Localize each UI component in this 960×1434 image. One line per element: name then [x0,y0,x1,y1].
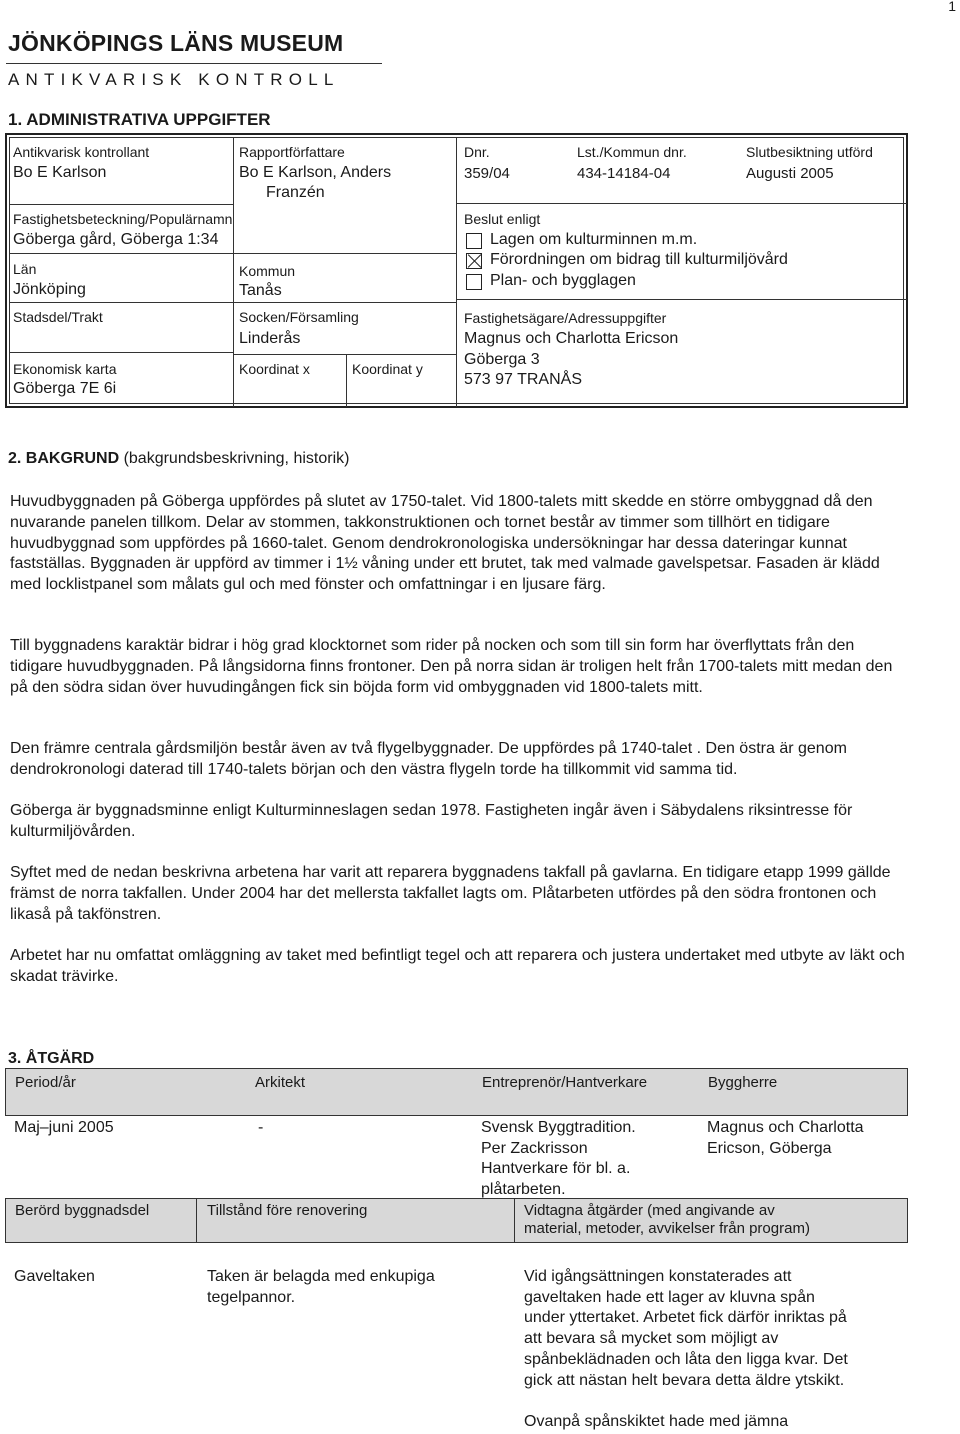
section-2-heading-bold: 2. BAKGRUND [8,450,120,467]
atgarder-line-2: gaveltaken hade ett lager av kluvna spån [524,1288,815,1306]
atgarder-line-5: spånbeklädnaden och låta den ligga kvar. Det [524,1350,848,1368]
bakgrund-paragraph-1: Huvudbyggnaden på Göberga uppfördes på slutet av 1750-talet. Vid 1800-talets mitt skedde en större ombyggnad då den nuvarande panelen tillkom. Delar av stommen, takkonstruktionen och tornet består av timmer som tillhört en tidigare huvudbyggnad som uppfördes på 1660-talet. Genom dendrokronologiska undersökningar har dessa dateringar kunnat fastställas. Byggnaden är uppförd av timmer i 1½ våning under ett brutet, tak med valmade gavelspetsar. Fasaden är klädd med locklistpanel som målats gul och med fönster och omfattningar i en ljusare färg. [10,493,880,594]
antikvarisk-value: Bo E Karlson [13,164,107,181]
header-byggnadsdel: Berörd byggnadsdel [15,1202,150,1219]
koordinat-y-label: Koordinat y [352,361,423,377]
divider-v2 [346,355,347,407]
tillstand-value [207,1267,435,1308]
atgarder-line-8: Ovanpå spånskiktet hade med jämna [524,1412,789,1430]
header-atgarder-line-2: material, metoder, avvikelser från program) [524,1220,810,1237]
rapportforfattare-label: Rapportförfattare [239,144,345,160]
lan-label: Län [13,261,37,277]
header-tillstand: Tillstånd före renovering [207,1202,368,1219]
header-atgarder-line-1: Vidtagna åtgärder (med angivande av [524,1202,775,1219]
page-number: 1 [948,0,956,14]
period-value: Maj–juni 2005 [14,1119,114,1136]
atgarder-blank-line [524,1391,848,1412]
antikvarisk-label: Antikvarisk kontrollant [13,144,150,160]
slutbesiktning-value: Augusti 2005 [746,165,834,182]
entreprenor-line-4: plåtarbeten. [481,1181,566,1199]
divider-h3 [10,302,456,303]
atgarder-line-3: under yttertaket. Arbetet fick därför inriktas på [524,1309,847,1327]
divider-h6 [456,203,907,204]
divider-h2 [10,253,456,254]
byggherre-line-1: Magnus och Charlotta [707,1119,864,1136]
admin-info-inner-frame [9,137,904,404]
atgard-header-band [5,1068,908,1116]
option-kulturminnen-label: Lagen om kulturminnen m.m. [490,231,698,248]
section-3-heading: 3. ÅTGÄRD [8,1050,95,1067]
band2-divider-1 [196,1198,197,1243]
dnr-label: Dnr. [464,144,490,160]
divider-h1 [10,204,233,205]
lan-value: Jönköping [13,281,86,298]
atgarder-line-4: att bevara så mycket som möjligt av [524,1330,779,1348]
bakgrund-paragraph-3: Den främre centrala gårdsmiljön består även av två flygelbyggnader. De uppfördes på 1740-talet . Den östra är genom dendrokronologi daterad till 1740-talets början och den västra flygeln torde ha tillkommit vid samma tid. [10,740,847,778]
divider-h5 [233,354,456,355]
section-2-heading-rest: (bakgrundsbeskrivning, historik) [119,450,350,467]
divider-v3 [456,138,457,407]
bakgrund-paragraph-5: Syftet med de nedan beskrivna arbetena har varit att reparera byggnadens takfall på gavlarna. En tidigare etapp 1999 gällde främst de norra takfallen. Under 2004 har det mellersta takfallet lagts om. Plåtarbeten utfördes på den södra frontonen och likaså på takfönstren. [10,864,891,923]
admin-info-box [5,133,908,408]
fastighet-value: Göberga gård, Göberga 1:34 [13,231,219,248]
slutbesiktning-label: Slutbesiktning utförd [746,144,873,160]
atgarder-value [524,1267,848,1433]
ekonomisk-karta-label: Ekonomisk karta [13,361,117,377]
divider-h7 [456,299,907,300]
bakgrund-paragraph-6: Arbetet har nu omfattat omläggning av taket med befintligt tegel och att reparera och justera undertaket med utbyte av läkt och skadat trävirke. [10,947,905,985]
option-plan-bygglagen-label: Plan- och bygglagen [490,272,636,289]
checkbox-plan-bygglagen[interactable] [466,274,482,290]
title-underline [6,63,382,64]
museum-title: JÖNKÖPINGS LÄNS MUSEUM [8,30,344,56]
header-period: Period/år [15,1074,76,1091]
bakgrund-paragraph-2: Till byggnadens karaktär bidrar i hög grad klocktornet som rider på nocken och som till sin form har överflyttats från den tidigare huvudbyggnaden. På långsidorna finns frontoner. Den på norra sidan är troligen helt från 1700-talets mitt medan den på den södra sidan över huvudingången fick sin böjda form vid ombyggnaden vid 1800-talets mitt. [10,637,893,696]
header-entreprenor: Entreprenör/Hantverkare [482,1074,648,1091]
header-arkitekt: Arkitekt [255,1074,306,1091]
agare-line-3: 573 97 TRANÅS [464,371,582,388]
stadsdel-label: Stadsdel/Trakt [13,309,103,325]
entreprenor-line-2: Per Zackrisson [481,1139,588,1157]
bakgrund-paragraph-4: Göberga är byggnadsminne enligt Kulturminneslagen sedan 1978. Fastigheten ingår även i Säbydalens riksintresse för kulturmiljövården. [10,802,853,840]
lst-kommun-dnr-value: 434-14184-04 [577,165,671,182]
byggherre-value [707,1118,864,1159]
agare-line-2: Göberga 3 [464,351,540,368]
beslut-label: Beslut enligt [464,211,541,227]
header-byggherre: Byggherre [708,1074,778,1091]
agare-label: Fastighetsägare/Adressuppgifter [464,310,667,326]
checkbox-forordningen[interactable] [466,253,482,269]
atgarder-line-6: gick att nästan helt bevara detta äldre ytskikt. [524,1371,845,1389]
kommun-label: Kommun [239,263,296,279]
band2-divider-2 [514,1198,515,1243]
entreprenor-line-1: Svensk Byggtradition. [481,1119,636,1136]
document-subtitle: ANTIKVARISK KONTROLL [8,70,340,89]
section-1-heading: 1. ADMINISTRATIVA UPPGIFTER [8,110,271,129]
rapportforfattare-value-line2: Franzén [266,184,325,201]
arkitekt-value: - [258,1119,264,1136]
entreprenor-line-3: Hantverkare för bl. a. [481,1160,631,1178]
kommun-value: Tanås [239,282,282,299]
ekonomisk-karta-value: Göberga 7E 6i [13,380,117,397]
socken-label: Socken/Församling [239,309,359,325]
agare-line-1: Magnus och Charlotta Ericson [464,330,679,347]
socken-value: Linderås [239,330,301,347]
atgarder-line-1: Vid igångsättningen konstaterades att [524,1268,792,1285]
divider-h4 [10,352,233,353]
fastighet-label: Fastighetsbeteckning/Populärnamn [13,211,233,227]
byggnadsdel-value: Gaveltaken [14,1268,95,1285]
tillstand-line-1: Taken är belagda med enkupiga [207,1268,435,1285]
checkbox-kulturminnen[interactable] [466,233,482,249]
lst-kommun-dnr-label: Lst./Kommun dnr. [577,144,687,160]
option-forordningen-label: Förordningen om bidrag till kulturmiljövård [490,251,788,268]
divider-v1 [233,138,234,407]
atgard-header-band-2 [5,1198,908,1243]
section-2-heading [8,450,349,468]
koordinat-x-label: Koordinat x [239,361,310,377]
tillstand-line-2: tegelpannor. [207,1288,296,1306]
dnr-value: 359/04 [464,165,510,182]
entreprenor-value [481,1118,636,1201]
byggherre-line-2: Ericson, Göberga [707,1139,832,1157]
rapportforfattare-value-line1: Bo E Karlson, Anders [239,164,392,181]
